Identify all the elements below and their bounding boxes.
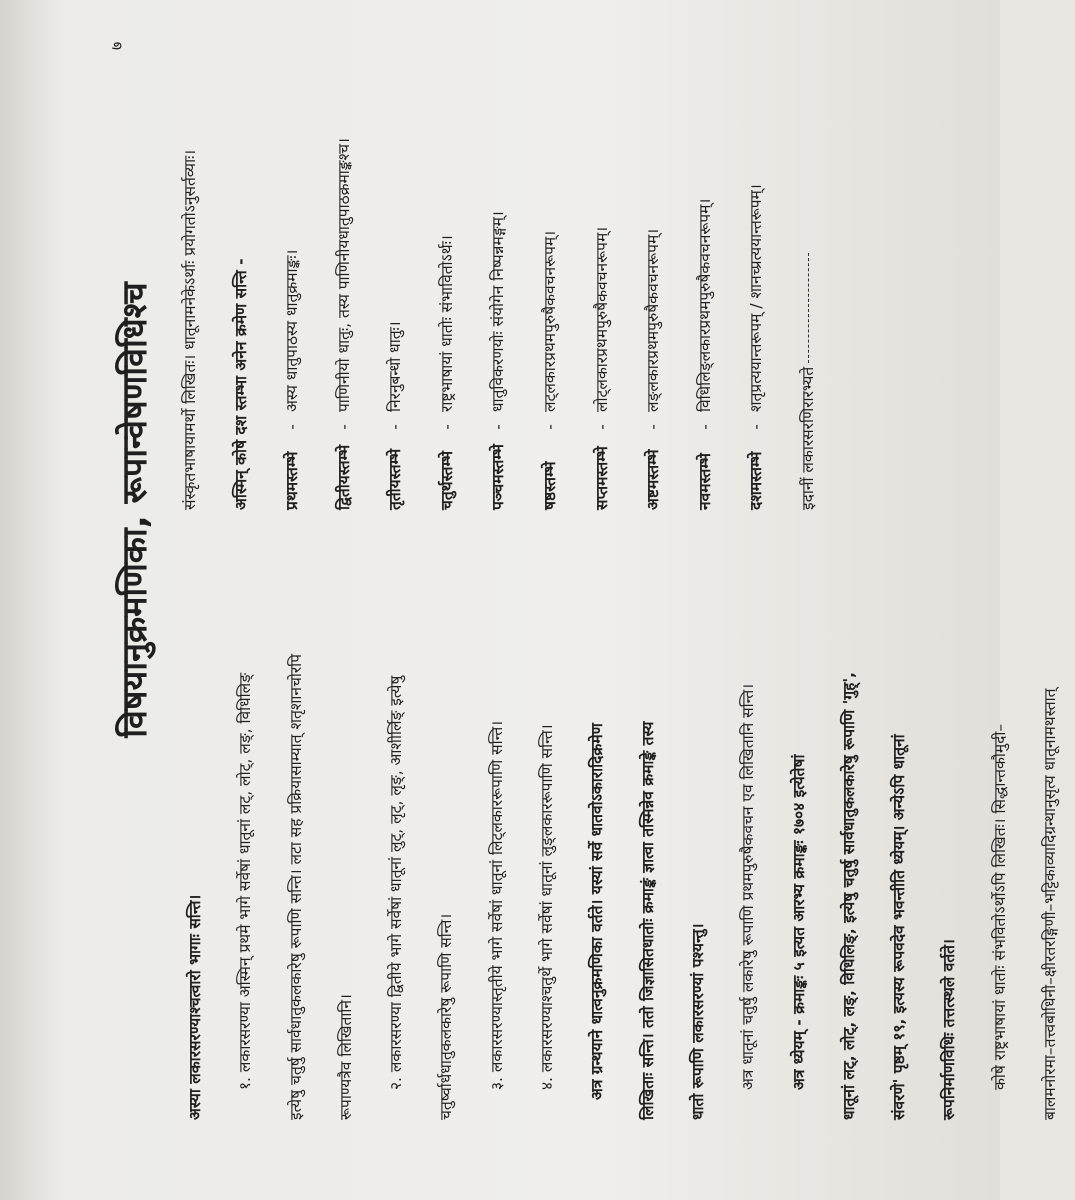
column-row [628, 40, 680, 510]
column-row [577, 40, 629, 510]
dash-separator: - [334, 424, 353, 430]
column-row [680, 40, 732, 510]
closing-text: इदानीं लकारसरणिरारभ्यते [798, 366, 817, 510]
column-label: षष्ठस्तम्भे [540, 461, 559, 510]
paragraph-line: चतुर्ष्वार्धधातुकलकारेषु रूपाणि सन्ति। [437, 913, 456, 1120]
column-row [370, 40, 422, 510]
paragraph-line: संस्कृतभाषायामर्थो लिखितः। धातूनामनेकेऽर्थाः प्रयोगतोऽनुसर्तव्याः। [181, 149, 199, 510]
paragraph-line: अत्र ध्येयम् - क्रमाङ्कः ५ इत्यत आरभ्य क्रमाङ्कः १७०४ इत्येतेषां [789, 754, 808, 1090]
paragraph-line: २. लकारसरण्या द्वितीये भागे सर्वेषां धातूनां लुट्, लृट्, लृङ्, आशीर्लिङ् इत्येषु [387, 675, 406, 1090]
right-column [165, 40, 834, 510]
left-column [170, 530, 1075, 1120]
dashed-rule [808, 253, 809, 363]
dash-separator: - [386, 424, 405, 430]
paragraph-line: धातो रूपाणि लकारसरण्यां पश्यन्तु। [688, 923, 707, 1120]
column-label: अष्टमस्तम्भे [644, 449, 663, 510]
column-label: दशमस्तम्भे [747, 451, 766, 510]
paragraph-line: ४. लकारसरण्याश्चतुर्थे भागे सर्वेषां धातूनां लुङ्लकाररूपाणि सन्ति। [538, 724, 557, 1090]
column-description: निरनुबन्धो धातुः। [386, 321, 405, 412]
paragraph-line: १. लकारसरण्या अस्मिन् प्रथमे भागे सर्वेषां धातूनां लट्, लोट्, लङ्, विधिलिङ् [236, 672, 255, 1090]
page-title: विषयानुक्रमणिका, रूपान्वेषणविधिश्च [115, 282, 155, 738]
column-row [473, 40, 525, 510]
column-description: विधिलिङ्लकारप्रथमपुरुषैकवचनरूपम्। [695, 198, 714, 412]
column-description: लट्लकारप्रथमपुरुषैकवचनरूपम्। [540, 230, 559, 412]
column-row [525, 40, 577, 510]
column-description: लङ्लकारप्रथमपुरुषैकवचनरूपम्। [644, 228, 663, 412]
paragraph-line: रूपाण्यत्रैव लिखितानि। [336, 994, 355, 1120]
column-description: शतृप्रत्ययान्तरूपम् / शानच्प्रत्ययान्तरूपम्। [747, 184, 766, 412]
column-description: राष्ट्रभाषायां धातोः संभावितोऽर्थः। [437, 235, 456, 412]
column-description: अस्य धातुपाठस्य धातुक्रमाङ्कः। [283, 249, 301, 412]
column-row [267, 40, 319, 510]
column-row [731, 40, 783, 510]
column-description: लोट्लकारप्रथमपुरुषैकवचनरूपम्। [592, 226, 611, 412]
dash-separator: - [540, 424, 559, 430]
dash-separator: - [489, 424, 508, 430]
dash-separator: - [283, 424, 301, 430]
page-number: ७ [107, 41, 126, 50]
dash-separator: - [592, 424, 611, 430]
paragraph-line: अत्र धातूनां चतुर्षु लकारेषु रूपाणि प्रथमपुरुषैकवचन एव लिखितानि सन्ति। [739, 683, 758, 1090]
column-label: पञ्चमस्तम्भे [489, 444, 508, 510]
paragraph-line: कोषे राष्ट्रभाषायां धातोः संभवितोऽर्थोऽपि लिखितः। सिद्धान्तकौमुदी– [990, 723, 1009, 1090]
paragraph-line: अत्र ग्रन्थयाने धात्वनुक्रमणिका वर्तते। यस्यां सर्वे धातवोऽकारादिक्रमेण [588, 723, 607, 1100]
paragraph-line: लिखिताः सन्ति। ततो जिज्ञासितधातोः क्रमाङ्कं ज्ञात्वा तस्मिन्नेव क्रमाङ्के तस्य [638, 721, 657, 1120]
column-label: द्वितीयस्तम्भे [334, 444, 353, 510]
column-description: पाणिनीयो धातुः, तस्य पाणिनीयधातुपाठक्रमाङ्कश्च। [334, 138, 353, 412]
column-row [422, 40, 474, 510]
column-label: नवमस्तम्भे [695, 453, 714, 510]
paragraph-line: अस्या लकारसरण्याश्चत्वारो भागाः सन्ति। [186, 894, 204, 1120]
dash-separator: - [437, 424, 456, 430]
paragraph-line: बालमनोरमा–तत्त्वबोधिनी–क्षीरतरङ्गिणी–भट्टिकाव्यादिग्रन्थानुसृत्य धातूनामथस्तात् [1041, 688, 1060, 1120]
column-label: सप्तमस्तम्भे [592, 446, 611, 510]
column-row [319, 40, 371, 510]
paragraph-line: इत्येषु चतुर्षु सार्वधातुकलकारेषु रूपाणि सन्ति। लटा सह प्रक्रियासाम्यात् शतृशानचोरपि [286, 654, 305, 1120]
closing-line [783, 40, 834, 510]
paragraph-line: रूपनिर्माणविधिः तत्तत्स्थले वर्तते। [940, 939, 959, 1120]
column-label: तृतीयस्तम्भे [386, 448, 405, 510]
dash-separator: - [695, 424, 714, 430]
dash-separator: - [644, 424, 663, 430]
paragraph-line: धातूनां लट्, लोट्, लङ्, विधिलिङ्, इत्येषु चतुर्षु सार्वधातुकलकारेषु रूपाणि 'गुह्', [839, 672, 858, 1120]
paragraph-line: संवरणे' पृष्ठम् १९, इत्यस्य रूपवदेव भवन्तीति ध्येयम्। अन्येऽपि धातूनां [890, 734, 909, 1120]
paragraph-line: ३. लकारसरण्यास्तृतीये भागे सर्वेषां धातूनां लिट्लकाररूपाणि सन्ति। [487, 720, 506, 1090]
dash-separator: - [747, 424, 766, 430]
column-description: धातुविकरणयोः संयोगेन निष्पन्नमङ्गम्। [489, 211, 508, 412]
column-label: चतुर्थस्तम्भे [437, 451, 456, 510]
column-label: प्रथमस्तम्भे [283, 451, 301, 510]
columns-intro: अस्मिन् कोषे दश स्तम्भा अनेन क्रमेण सन्ति - [232, 258, 250, 510]
